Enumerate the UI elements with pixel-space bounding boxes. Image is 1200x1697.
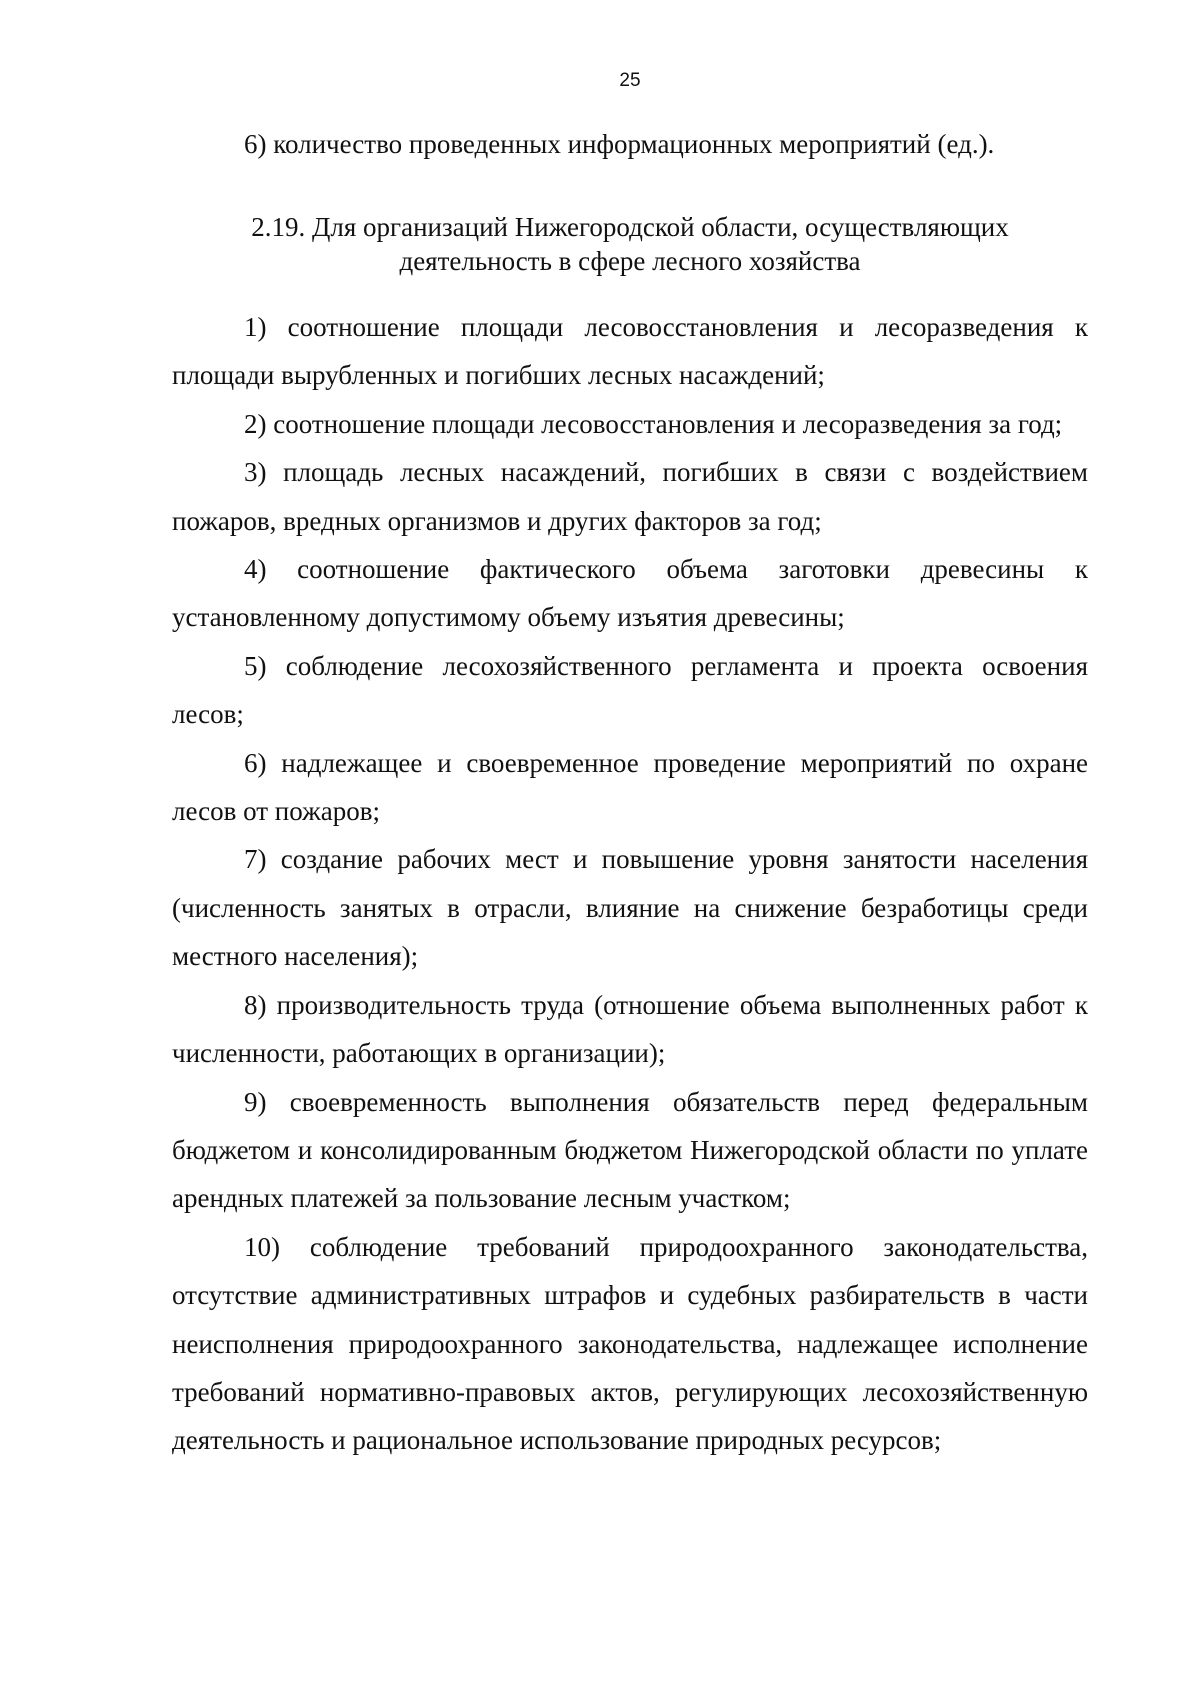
list-item: 4) соотношение фактического объема заготовки древесины к установленному допустимому объему изъятия древесины; [172, 554, 1088, 633]
list-item: 2) соотношение площади лесовосстановления и лесоразведения за год; [244, 408, 1063, 439]
previous-list-item: 6) количество проведенных информационных мероприятий (ед.). [244, 129, 995, 159]
section-heading-line-1: 2.19. Для организаций Нижегородской области, осуществляющих [251, 212, 1009, 242]
list-item: 9) своевременность выполнения обязательств перед федеральным бюджетом и консолидированным бюджетом Нижегородской области по уплате арендных платежей за пользование лесным участком; [172, 1086, 1088, 1214]
list-item: 3) площадь лесных насаждений, погибших в связи с воздействием пожаров, вредных организмов и других факторов за год; [172, 457, 1088, 536]
criteria-list [172, 303, 1088, 1465]
list-item: 1) соотношение площади лесовосстановления и лесоразведения к площади вырубленных и погибших лесных насаждений; [172, 312, 1088, 391]
list-item: 10) соблюдение требований природоохранного законодательства, отсутствие административных штрафов и судебных разбирательств в части неисполнения природоохранного законодательства, надлежащее исполнение требований нормативно-правовых актов, регулирующих лесохозяйственную деятельность и рациональное использование природных ресурсов; [172, 1231, 1088, 1456]
list-item: 7) создание рабочих мест и повышение уровня занятости населения (численность занятых в отрасли, влияние на снижение безработицы среди местного населения); [172, 844, 1088, 972]
list-item: 6) надлежащее и своевременное проведение мероприятий по охране лесов от пожаров; [172, 747, 1088, 827]
page-number: 25 [619, 70, 641, 91]
section-heading [172, 210, 1088, 278]
section-heading-line-2: деятельность в сфере лесного хозяйства [399, 246, 861, 276]
list-item: 8) производительность труда (отношение объема выполненных работ к численности, работающих в организации); [172, 989, 1088, 1069]
list-item: 5) соблюдение лесохозяйственного регламента и проекта освоения лесов; [172, 650, 1088, 730]
